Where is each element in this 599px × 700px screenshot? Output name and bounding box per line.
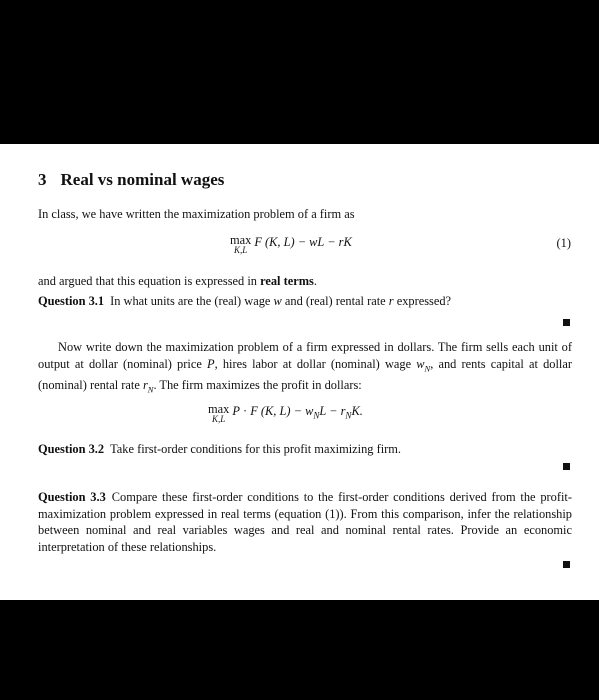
equation-1-body: F (K, L) − wL − rK [254, 235, 352, 249]
question-3-3: Question 3.3 Compare these first-order conditions to the first-order conditions derived from the profit-maximization problem expressed in real terms (equation (1)). From this comparison, infer the relationship between nominal and real variables wages and real and nominal rental rates. Provide an economic interpretation of these relationships. [38, 490, 572, 554]
top-black-bar [0, 0, 599, 144]
max-operator-2: max K,L [208, 402, 230, 424]
equation-1 [230, 234, 352, 255]
document-page [0, 144, 599, 600]
section-number: 3 [38, 170, 47, 189]
end-of-question-marker [563, 561, 570, 568]
question-3-1-label: Question 3.1 [38, 294, 105, 308]
section-title: Real vs nominal wages [60, 170, 225, 189]
equation-1-number: (1) [556, 236, 571, 250]
real-terms-bold: real terms [260, 274, 314, 288]
section-heading [38, 172, 224, 189]
end-of-question-marker [563, 463, 570, 470]
nominal-paragraph: Now write down the maximization problem of a firm expressed in dollars. The firm sells each unit of output at dollar (nominal) price P, hires labor at dollar (nominal) wage $w_N$, and rents capital at dollar (nominal) rental rate $r_N$. The firm maximizes the profit in dollars: [38, 340, 572, 395]
question-3-3-label: Question 3.3 [38, 490, 106, 504]
real-terms-sentence: and argued that this equation is expressed in real terms. [38, 274, 317, 288]
question-3-2: Question 3.2 Take first-order conditions for this profit maximizing firm. [38, 442, 402, 456]
bottom-black-bar [0, 600, 599, 700]
question-3-2-label: Question 3.2 [38, 442, 105, 456]
max-operator: max K,L [230, 233, 252, 255]
intro-paragraph: In class, we have written the maximization problem of a firm as [38, 207, 355, 221]
end-of-question-marker [563, 319, 570, 326]
question-3-1: Question 3.1 In what units are the (real) wage w and (real) rental rate r expressed? [38, 294, 452, 308]
equation-2: max K,L P · F (K, $L) - w_NL - r_NK$. [208, 402, 363, 424]
